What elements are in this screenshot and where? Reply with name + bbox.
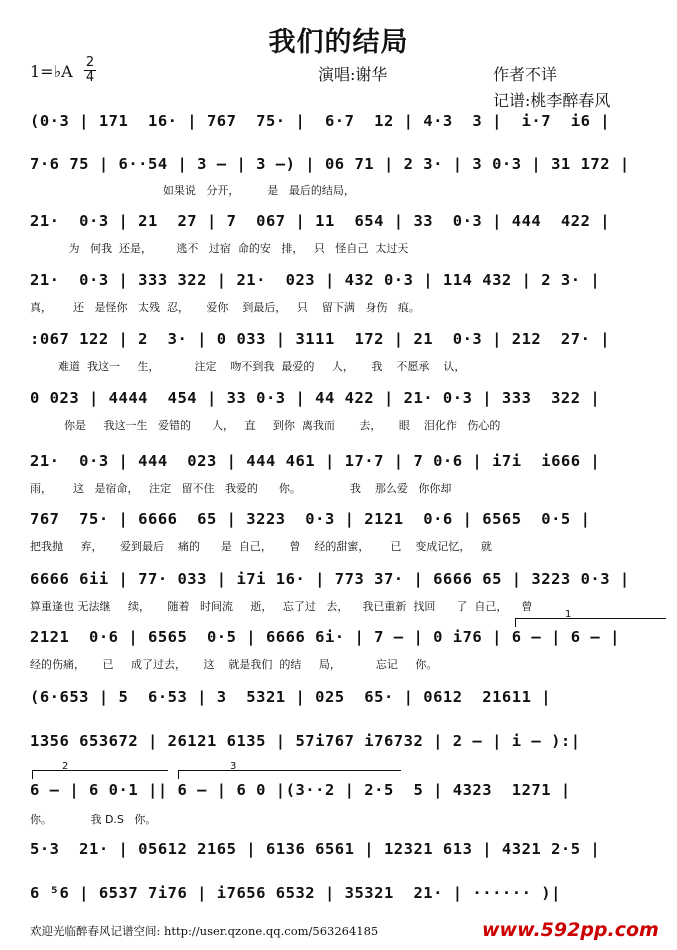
notation-line: 6666 6ii | 77· 033 | i7i 16· | 773 37· | 6666 65 | 3223 0·3 | xyxy=(30,570,630,588)
footer-credit: 欢迎光临醉春风记谱空间: http://user.qzone.qq.com/563264185 xyxy=(30,924,379,938)
time-signature xyxy=(84,57,96,84)
notation-line: 767 75· | 6666 65 | 3223 0·3 | 2121 0·6 | 6565 0·5 | xyxy=(30,510,591,528)
author-credit: 作者不详 xyxy=(493,65,558,84)
notation-line: 1356 653672 | 26121 6135 | 57i767 i76732 | 2 – | i – ):| xyxy=(30,732,581,750)
lyrics-line: 算重逢也 无法继 续， 随着 时间流 逝， 忘了过 去， 我已重新 找回 了 自己， 曾 xyxy=(30,600,533,613)
notation-line: 6 – | 6 0·1 || 6 – | 6 0 |(3··2 | 2·5 5 | 4323 1271 | xyxy=(30,781,571,799)
transcriber-credit: 记谱:桃李醉春风 xyxy=(493,91,611,110)
time-signature-top: 2 xyxy=(85,55,95,70)
notation-line: 6 ⁵6 | 6537 7i76 | i7656 6532 | 35321 21· | ······ )| xyxy=(30,884,561,902)
lyrics-line: 难道 我这一 生， 注定 吻不到我 最爱的 人， 我 不愿承 认， xyxy=(58,360,466,373)
page-title: 我们的结局 xyxy=(268,27,409,58)
notation-line: 21· 0·3 | 21 27 | 7 067 | 11 654 | 33 0·3 | 444 422 | xyxy=(30,212,611,230)
volta-number-first: 1 xyxy=(565,609,572,620)
lyrics-line: 真， 还 是怪你 太残 忍， 爱你 到最后， 只 留下满 身伤 痕。 xyxy=(30,301,420,314)
singer-credit: 演唱:谢华 xyxy=(318,65,388,84)
key-name: ♭A xyxy=(53,62,73,81)
lyrics-line: 经的伤痛， 已 成了过去， 这 就是我们 的结 局， 忘记 你。 xyxy=(30,658,438,671)
notation-line: 7·6 75 | 6··54 | 3 – | 3 –) | 06 71 | 2 3· | 3 0·3 | 31 172 | xyxy=(30,155,630,173)
volta-number-third: 3 xyxy=(230,761,237,772)
key-signature xyxy=(30,62,73,81)
key-prefix: 1= xyxy=(30,62,54,81)
volta-bracket-third xyxy=(178,770,401,779)
notation-line: (6·653 | 5 6·53 | 3 5321 | 025 65· | 0612 21611 | xyxy=(30,688,552,706)
notation-line: :067 122 | 2 3· | 0 033 | 3111 172 | 21 0·3 | 212 27· | xyxy=(30,330,611,348)
site-watermark: www.592pp.com xyxy=(482,919,659,941)
volta-bracket-first xyxy=(515,618,666,627)
lyrics-line: 把我抛 弃， 爱到最后 痛的 是 自己， 曾 经的甜蜜， 已 变成记忆， 就 xyxy=(30,540,492,553)
lyrics-line: 你。 我 D.S 你。 xyxy=(30,813,157,826)
lyrics-line: 为 何我 还是， 逃不 过宿 命的安 排， 只 怪自己 太过天 xyxy=(30,242,409,255)
notation-line: 21· 0·3 | 333 322 | 21· 023 | 432 0·3 | 114 432 | 2 3· | xyxy=(30,271,601,289)
notation-line: 2121 0·6 | 6565 0·5 | 6666 6i· | 7 – | 0 i76 | 6 – | 6 – | xyxy=(30,628,620,646)
notation-line: 0 023 | 4444 454 | 33 0·3 | 44 422 | 21· 0·3 | 333 322 | xyxy=(30,389,601,407)
lyrics-line: 如果说 分开， 是 最后的结局， xyxy=(30,184,355,197)
notation-line: (0·3 | 171 16· | 767 75· | 6·7 12 | 4·3 3 | i·7 i6 | xyxy=(30,112,611,130)
lyrics-line: 你是 我这一生 爱错的 人， 直 到你 离我而 去， 眼 泪化作 伤心的 xyxy=(64,419,501,432)
notation-line: 5·3 21· | 05612 2165 | 6136 6561 | 12321 613 | 4321 2·5 | xyxy=(30,840,601,858)
lyrics-line: 雨， 这 是宿命， 注定 留不住 我爱的 你。 我 那么爱 你你却 xyxy=(30,482,452,495)
volta-number-second: 2 xyxy=(62,761,69,772)
time-signature-bottom: 4 xyxy=(85,70,95,85)
volta-bracket-second xyxy=(32,770,168,779)
notation-line: 21· 0·3 | 444 023 | 444 461 | 17·7 | 7 0·6 | i7i i666 | xyxy=(30,452,601,470)
